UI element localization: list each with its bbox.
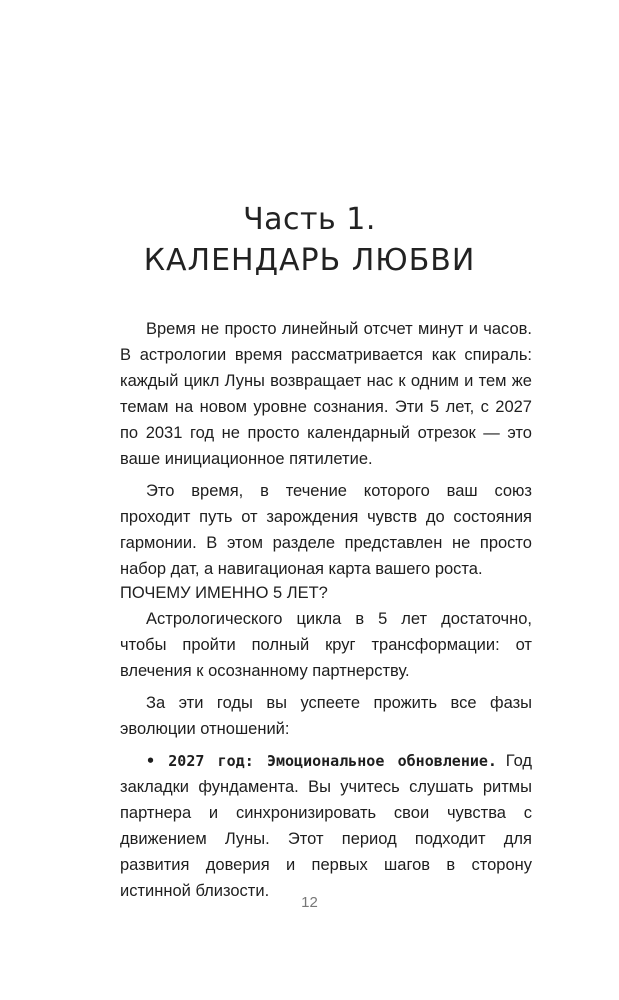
section-heading: ПОЧЕМУ ИМЕННО 5 ЛЕТ? bbox=[120, 584, 328, 602]
chapter-title: Часть 1. bbox=[243, 202, 376, 237]
section-block bbox=[120, 580, 532, 904]
page-number: 12 bbox=[301, 894, 318, 911]
chapter-subtitle: КАЛЕНДАРЬ ЛЮБВИ bbox=[143, 243, 476, 278]
bullet-2027-heading: • 2027 год: Эмоциональное обновление. bbox=[146, 752, 497, 770]
section-paragraph-1: Астрологического цикла в 5 лет достаточно, чтобы пройти полный круг трансформации: от влечения к осознанному партнерству. bbox=[120, 610, 532, 680]
bullet-2027-text: Год закладки фундамента. Вы учитесь слушать ритмы партнера и синхронизировать свои чувства с движением Луны. Этот период подходит для развития доверия и первых шагов в сторону истинной близости. bbox=[120, 752, 533, 900]
bullet-2027 bbox=[120, 748, 532, 904]
intro-paragraph-1: Время не просто линейный отсчет минут и часов. В астрологии время рассматривается как спираль: каждый цикл Луны возвращает нас к одним и тем же темам на новом уровне сознания. Эти 5 лет, с 2027 по 2031 год не просто календарный отрезок — это ваше инициационное пятилетие. bbox=[120, 320, 532, 468]
intro-block bbox=[120, 316, 532, 582]
section-paragraph-2: За эти годы вы успеете прожить все фазы эволюции отношений: bbox=[120, 694, 532, 738]
intro-paragraph-2: Это время, в течение которого ваш союз проходит путь от зарождения чувств до состояния гармонии. В этом разделе представлен не просто набор дат, а навигационая карта вашего роста. bbox=[120, 482, 532, 578]
